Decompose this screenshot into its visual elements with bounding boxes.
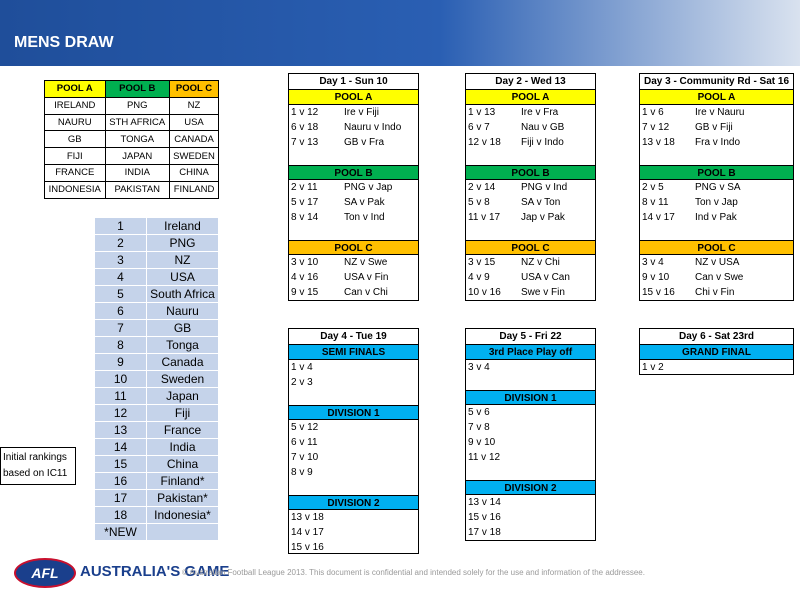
day6-title: Day 6 - Sat 23rd [640, 329, 793, 345]
ranking-number: 16 [95, 473, 147, 490]
ranking-team: Nauru [147, 303, 219, 320]
pools-row [45, 97, 219, 114]
match-row [466, 105, 595, 120]
match-seeds: 1 v 6 [642, 107, 664, 118]
match-seeds: 1 v 4 [291, 362, 313, 373]
day1-pool-a-head: POOL A [289, 90, 418, 105]
day2-pool-b-matches [466, 180, 595, 225]
match-row [289, 435, 418, 450]
day3-pool-c-head: POOL C [640, 240, 793, 255]
ranking-row [95, 235, 219, 252]
ranking-team: China [147, 456, 219, 473]
match-teams: Ind v Pak [695, 212, 737, 223]
match-row [640, 360, 793, 375]
match-teams: Ire v Fiji [344, 107, 379, 118]
match-seeds: 9 v 15 [291, 287, 319, 298]
match-teams: NZ v Swe [344, 257, 388, 268]
match-teams: PNG v SA [695, 182, 741, 193]
ranking-team: Indonesia* [147, 507, 219, 524]
match-row [466, 525, 595, 540]
rankings-note-line1: Initial rankings [3, 452, 67, 463]
match-seeds: 11 v 12 [468, 452, 501, 463]
ranking-number: 8 [95, 337, 147, 354]
match-seeds: 13 v 18 [291, 512, 324, 523]
match-seeds: 3 v 10 [291, 257, 319, 268]
ranking-team: PNG [147, 235, 219, 252]
match-seeds: 3 v 15 [468, 257, 496, 268]
day2-box [465, 73, 596, 301]
ranking-team: NZ [147, 252, 219, 269]
match-row [466, 120, 595, 135]
pool-team-cell: FRANCE [45, 164, 106, 181]
day4-div2-matches [289, 510, 418, 555]
spacer [466, 465, 595, 480]
spacer [289, 150, 418, 165]
spacer [289, 480, 418, 495]
match-seeds: 15 v 16 [642, 287, 675, 298]
ranking-number: 1 [95, 218, 147, 235]
day6-grand-head: GRAND FINAL [640, 345, 793, 360]
ranking-row [95, 507, 219, 524]
match-seeds: 6 v 18 [291, 122, 319, 133]
match-row [640, 195, 793, 210]
match-seeds: 2 v 3 [291, 377, 313, 388]
day5-title: Day 5 - Fri 22 [466, 329, 595, 345]
day2-pool-c-matches [466, 255, 595, 300]
match-seeds: 15 v 16 [468, 512, 501, 523]
match-seeds: 7 v 8 [468, 422, 490, 433]
match-seeds: 5 v 6 [468, 407, 490, 418]
ranking-row [95, 422, 219, 439]
spacer [466, 225, 595, 240]
page-title: MENS DRAW [14, 34, 114, 51]
pools-body [45, 97, 219, 198]
pool-team-cell: PAKISTAN [105, 181, 170, 198]
ranking-number: 6 [95, 303, 147, 320]
match-row [466, 255, 595, 270]
pool-team-cell: TONGA [105, 131, 170, 148]
match-teams: Nau v GB [521, 122, 565, 133]
match-row [466, 405, 595, 420]
match-row [289, 270, 418, 285]
pool-team-cell: JAPAN [105, 148, 170, 165]
day4-semi-matches [289, 360, 418, 390]
day5-div2-head: DIVISION 2 [466, 480, 595, 495]
match-seeds: 6 v 7 [468, 122, 490, 133]
match-row [640, 180, 793, 195]
match-row [289, 420, 418, 435]
day3-pool-a-head: POOL A [640, 90, 793, 105]
day4-div1-head: DIVISION 1 [289, 405, 418, 420]
pools-row [45, 164, 219, 181]
day4-semi-head: SEMI FINALS [289, 345, 418, 360]
spacer [640, 225, 793, 240]
copyright-text: © Australian Football League 2013. This document is confidential and intended solely for the use and information of the addressee. [182, 568, 645, 577]
day3-pool-b-head: POOL B [640, 165, 793, 180]
day5-third-head: 3rd Place Play off [466, 345, 595, 360]
footer [0, 550, 800, 600]
match-row [466, 270, 595, 285]
day1-pool-b-matches [289, 180, 418, 225]
pool-team-cell: STH AFRICA [105, 114, 170, 131]
ranking-team: GB [147, 320, 219, 337]
day2-pool-c-head: POOL C [466, 240, 595, 255]
match-teams: Chi v Fin [695, 287, 735, 298]
ranking-row [95, 252, 219, 269]
spacer [289, 225, 418, 240]
pool-team-cell: FIJI [45, 148, 106, 165]
match-row [466, 420, 595, 435]
rankings-note [0, 447, 76, 485]
ranking-row [95, 388, 219, 405]
match-seeds: 14 v 17 [291, 527, 324, 538]
pool-b-header: POOL B [105, 81, 170, 98]
ranking-number: 14 [95, 439, 147, 456]
pool-team-cell: GB [45, 131, 106, 148]
ranking-number: 2 [95, 235, 147, 252]
match-row [466, 510, 595, 525]
match-row [289, 195, 418, 210]
day2-pool-a-matches [466, 105, 595, 150]
ranking-number: 9 [95, 354, 147, 371]
day2-title: Day 2 - Wed 13 [466, 74, 595, 90]
match-teams: Nauru v Indo [344, 122, 402, 133]
day5-div1-head: DIVISION 1 [466, 390, 595, 405]
spacer [640, 150, 793, 165]
match-row [289, 450, 418, 465]
ranking-number: 5 [95, 286, 147, 303]
match-seeds: 11 v 17 [468, 212, 501, 223]
pool-team-cell: SWEDEN [170, 148, 219, 165]
match-teams: USA v Fin [344, 272, 389, 283]
match-row [289, 360, 418, 375]
match-seeds: 7 v 10 [291, 452, 319, 463]
day3-box [639, 73, 794, 301]
match-seeds: 14 v 17 [642, 212, 675, 223]
match-row [466, 360, 595, 375]
match-row [289, 525, 418, 540]
pool-team-cell: IRELAND [45, 97, 106, 114]
ranking-row [95, 218, 219, 235]
ranking-team: France [147, 422, 219, 439]
day3-pool-a-matches [640, 105, 793, 150]
match-row [289, 105, 418, 120]
match-row [466, 210, 595, 225]
match-seeds: 8 v 14 [291, 212, 319, 223]
day1-box [288, 73, 419, 301]
match-row [640, 255, 793, 270]
match-row [289, 120, 418, 135]
match-row [466, 495, 595, 510]
ranking-team: USA [147, 269, 219, 286]
header-bar [0, 0, 800, 66]
ranking-number: 15 [95, 456, 147, 473]
match-seeds: 15 v 16 [291, 542, 324, 553]
match-row [640, 285, 793, 300]
match-teams: PNG v Jap [344, 182, 393, 193]
day6-grand-matches [640, 360, 793, 375]
match-seeds: 8 v 9 [291, 467, 313, 478]
match-seeds: 6 v 11 [291, 437, 318, 448]
ranking-number: 4 [95, 269, 147, 286]
pools-table [44, 80, 219, 199]
match-seeds: 3 v 4 [468, 362, 490, 373]
day4-box [288, 328, 419, 554]
day1-pool-b-head: POOL B [289, 165, 418, 180]
match-row [640, 135, 793, 150]
ranking-row [95, 524, 219, 541]
ranking-team: Pakistan* [147, 490, 219, 507]
match-seeds: 9 v 10 [642, 272, 670, 283]
pool-team-cell: NZ [170, 97, 219, 114]
ranking-row [95, 286, 219, 303]
day5-div2-matches [466, 495, 595, 540]
ranking-row [95, 456, 219, 473]
match-seeds: 1 v 13 [468, 107, 496, 118]
ranking-number: 10 [95, 371, 147, 388]
spacer [466, 150, 595, 165]
ranking-team: Ireland [147, 218, 219, 235]
match-seeds: 7 v 12 [642, 122, 670, 133]
ranking-team: South Africa [147, 286, 219, 303]
ranking-row [95, 473, 219, 490]
day1-pool-a-matches [289, 105, 418, 150]
day3-pool-c-matches [640, 255, 793, 300]
match-teams: SA v Ton [521, 197, 561, 208]
day4-div2-head: DIVISION 2 [289, 495, 418, 510]
match-row [466, 180, 595, 195]
ranking-row [95, 269, 219, 286]
match-teams: Fiji v Indo [521, 137, 564, 148]
pool-team-cell: NAURU [45, 114, 106, 131]
match-teams: Can v Swe [695, 272, 744, 283]
match-seeds: 2 v 5 [642, 182, 664, 193]
spacer [289, 390, 418, 405]
match-teams: Fra v Indo [695, 137, 741, 148]
pools-row [45, 114, 219, 131]
day1-pool-c-head: POOL C [289, 240, 418, 255]
match-seeds: 3 v 4 [642, 257, 664, 268]
pool-team-cell: CHINA [170, 164, 219, 181]
ranking-row [95, 371, 219, 388]
match-teams: GB v Fra [344, 137, 385, 148]
pools-row [45, 131, 219, 148]
match-teams: NZ v Chi [521, 257, 560, 268]
match-row [466, 435, 595, 450]
ranking-team: India [147, 439, 219, 456]
match-teams: Ton v Jap [695, 197, 738, 208]
match-teams: GB v Fiji [695, 122, 733, 133]
match-seeds: 5 v 17 [291, 197, 319, 208]
ranking-number: 12 [95, 405, 147, 422]
ranking-row [95, 354, 219, 371]
match-seeds: 1 v 2 [642, 362, 664, 373]
match-seeds: 17 v 18 [468, 527, 501, 538]
match-seeds: 4 v 9 [468, 272, 490, 283]
day6-box [639, 328, 794, 375]
match-row [466, 450, 595, 465]
match-row [289, 135, 418, 150]
pools-header-row [45, 81, 219, 98]
pools-row [45, 148, 219, 165]
match-row [640, 210, 793, 225]
match-row [289, 255, 418, 270]
day1-pool-c-matches [289, 255, 418, 300]
match-teams: Can v Chi [344, 287, 388, 298]
ranking-number: 17 [95, 490, 147, 507]
match-seeds: 8 v 11 [642, 197, 669, 208]
pool-team-cell: INDONESIA [45, 181, 106, 198]
match-seeds: 13 v 14 [468, 497, 501, 508]
pool-team-cell: FINLAND [170, 181, 219, 198]
day3-title: Day 3 - Community Rd - Sat 16 [640, 74, 793, 90]
match-teams: SA v Pak [344, 197, 385, 208]
ranking-team: Japan [147, 388, 219, 405]
match-teams: PNG v Ind [521, 182, 568, 193]
ranking-row [95, 405, 219, 422]
match-teams: Jap v Pak [521, 212, 565, 223]
pool-a-header: POOL A [45, 81, 106, 98]
match-row [289, 180, 418, 195]
pool-team-cell: PNG [105, 97, 170, 114]
ranking-row [95, 303, 219, 320]
ranking-number: 13 [95, 422, 147, 439]
spacer [466, 375, 595, 390]
match-seeds: 9 v 10 [468, 437, 496, 448]
match-row [289, 285, 418, 300]
match-row [466, 195, 595, 210]
match-teams: Ton v Ind [344, 212, 385, 223]
day3-pool-b-matches [640, 180, 793, 225]
ranking-team [147, 524, 219, 541]
match-row [289, 465, 418, 480]
brand-text: AUSTRALIA'S GAME [80, 563, 230, 580]
ranking-row [95, 490, 219, 507]
match-row [640, 120, 793, 135]
ranking-team: Canada [147, 354, 219, 371]
ranking-row [95, 320, 219, 337]
day4-div1-matches [289, 420, 418, 480]
match-row [289, 510, 418, 525]
match-row [466, 285, 595, 300]
rankings-table [94, 217, 219, 541]
match-row [640, 105, 793, 120]
match-seeds: 2 v 11 [291, 182, 318, 193]
rankings-body [95, 218, 219, 541]
pools-row [45, 181, 219, 198]
match-seeds: 10 v 16 [468, 287, 501, 298]
pool-team-cell: USA [170, 114, 219, 131]
day5-third-matches [466, 360, 595, 375]
match-seeds: 1 v 12 [291, 107, 319, 118]
match-teams: Swe v Fin [521, 287, 565, 298]
match-row [289, 375, 418, 390]
match-row [466, 135, 595, 150]
day5-div1-matches [466, 405, 595, 465]
match-seeds: 4 v 16 [291, 272, 319, 283]
ranking-number: 7 [95, 320, 147, 337]
match-row [289, 210, 418, 225]
rankings-note-line2: based on IC11 [3, 468, 68, 479]
ranking-team: Fiji [147, 405, 219, 422]
match-teams: Ire v Nauru [695, 107, 745, 118]
match-teams: USA v Can [521, 272, 570, 283]
pool-c-header: POOL C [170, 81, 219, 98]
ranking-row [95, 439, 219, 456]
match-seeds: 7 v 13 [291, 137, 319, 148]
match-seeds: 5 v 8 [468, 197, 490, 208]
day4-title: Day 4 - Tue 19 [289, 329, 418, 345]
day5-box [465, 328, 596, 541]
pool-team-cell: CANADA [170, 131, 219, 148]
day1-title: Day 1 - Sun 10 [289, 74, 418, 90]
ranking-row [95, 337, 219, 354]
match-teams: Ire v Fra [521, 107, 559, 118]
match-seeds: 13 v 18 [642, 137, 675, 148]
match-seeds: 2 v 14 [468, 182, 496, 193]
ranking-team: Finland* [147, 473, 219, 490]
day2-pool-a-head: POOL A [466, 90, 595, 105]
match-seeds: 5 v 12 [291, 422, 319, 433]
pool-team-cell: INDIA [105, 164, 170, 181]
ranking-team: Sweden [147, 371, 219, 388]
day2-pool-b-head: POOL B [466, 165, 595, 180]
ranking-number: 11 [95, 388, 147, 405]
match-row [640, 270, 793, 285]
match-teams: NZ v USA [695, 257, 740, 268]
ranking-number: 3 [95, 252, 147, 269]
afl-logo: AFL [14, 558, 76, 588]
ranking-number: 18 [95, 507, 147, 524]
ranking-number: *NEW [95, 524, 147, 541]
ranking-team: Tonga [147, 337, 219, 354]
match-seeds: 12 v 18 [468, 137, 501, 148]
